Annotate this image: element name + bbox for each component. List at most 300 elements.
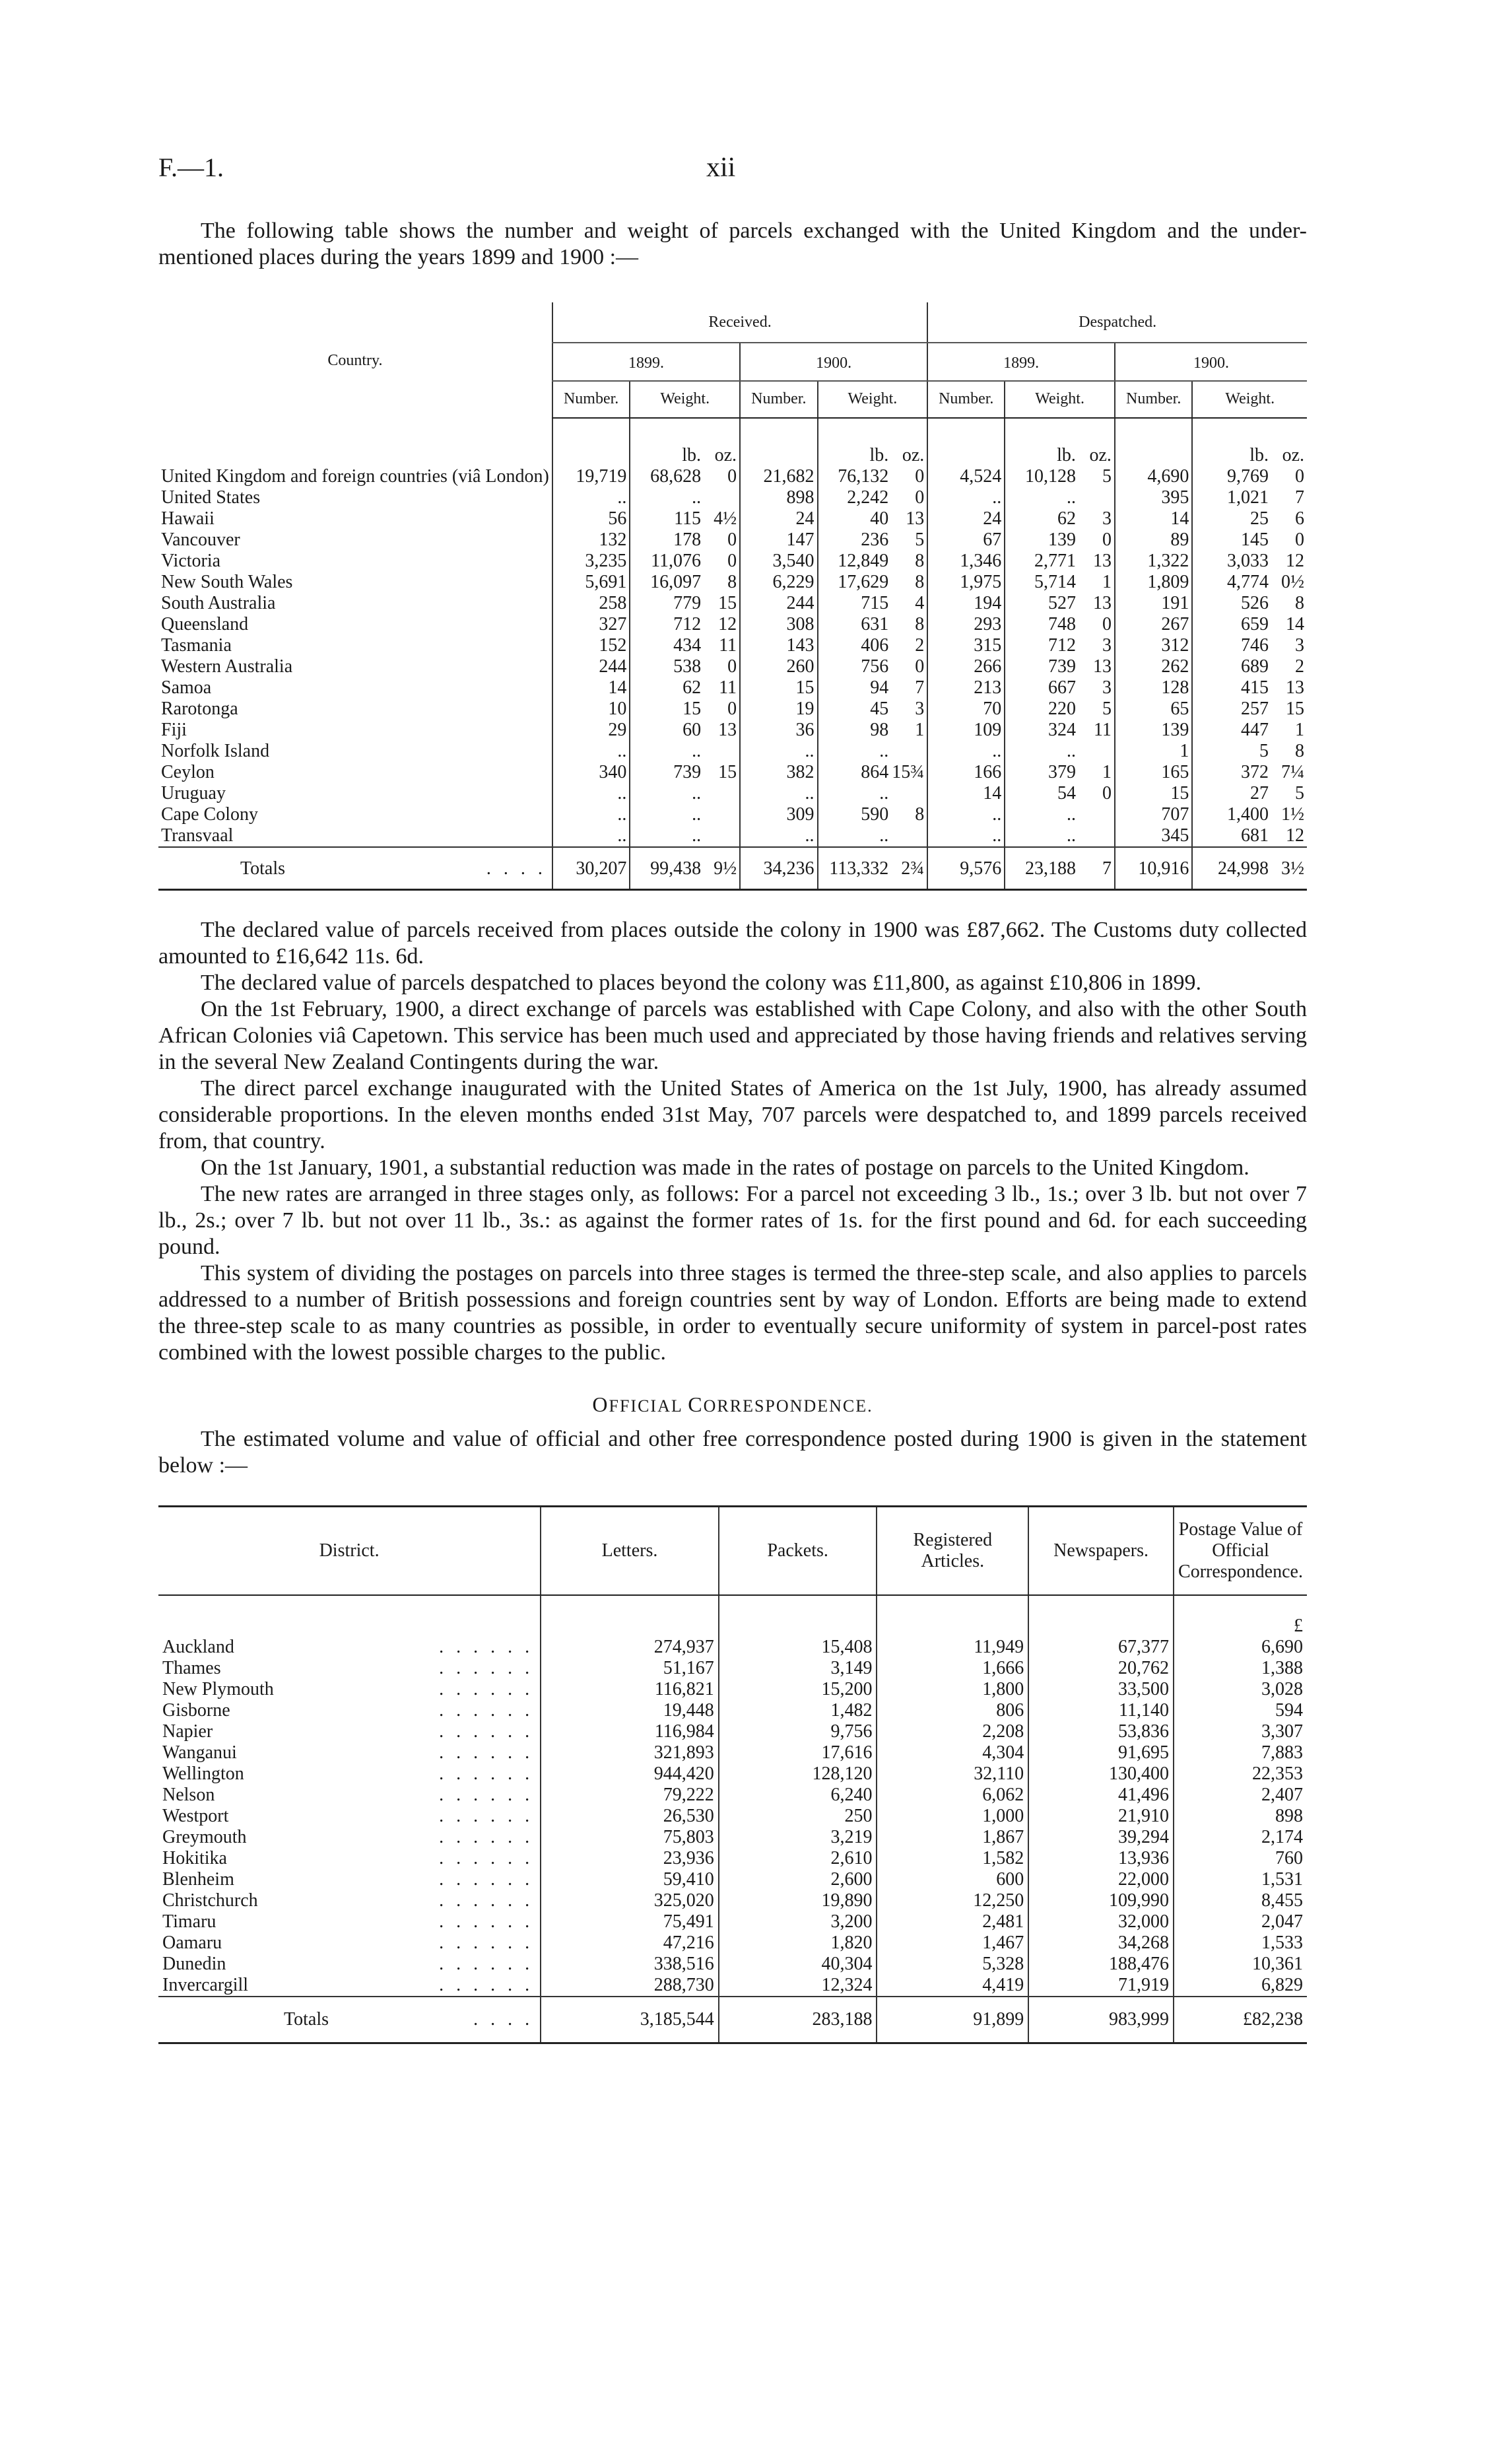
- paragraph: On the 1st February, 1900, a direct exchange of parcels was established with Cape Colony, and also with the other South African Colonies viâ Capetown. This service has been much used and appreciated by those having friends and relatives serving in the several New Zealand Contingents during the war.: [158, 997, 1307, 1074]
- number-cell: ..: [740, 825, 817, 847]
- country-cell: [158, 487, 552, 508]
- despatched-1900-header: 1900.: [1115, 343, 1307, 381]
- weight-lb: ..: [692, 783, 702, 804]
- weight-header: Weight.: [630, 381, 740, 418]
- number-cell: 10: [552, 699, 630, 720]
- weight-cell: [630, 614, 740, 635]
- number-cell: 147: [740, 530, 817, 551]
- number-cell: 56: [552, 508, 630, 530]
- table-row: [158, 1890, 1307, 1911]
- table-row: [158, 699, 1307, 720]
- table-row: [158, 1954, 1307, 1975]
- country-name: Hawaii: [161, 508, 215, 529]
- weight-oz: 13: [1092, 593, 1112, 613]
- official-correspondence-table: [158, 1505, 1307, 2044]
- weight-lb: 739: [673, 762, 702, 782]
- table-row: [158, 508, 1307, 530]
- weight-oz: 5: [1102, 699, 1112, 719]
- table-row: [158, 1933, 1307, 1954]
- weight-lb: 145: [1241, 530, 1269, 550]
- number-cell: 312: [1115, 635, 1192, 656]
- weight-lb: 1,021: [1227, 487, 1269, 508]
- value-cell: 39,294: [1028, 1827, 1174, 1848]
- lb-unit: lb.: [869, 445, 889, 465]
- weight-oz: 15: [1286, 699, 1304, 719]
- number-cell: 9,576: [927, 847, 1005, 890]
- number-cell: 340: [552, 762, 630, 783]
- weight-lb: 324: [1048, 720, 1076, 740]
- number-cell: 14: [1115, 508, 1192, 530]
- weight-oz: 15¾: [892, 762, 925, 782]
- weight-lb: 538: [673, 656, 702, 677]
- weight-lb: 27: [1250, 783, 1269, 804]
- country-name: Uruguay: [161, 783, 226, 804]
- number-cell: 898: [740, 487, 817, 508]
- weight-oz: 3: [1102, 508, 1112, 529]
- weight-cell: [1192, 614, 1307, 635]
- weight-oz: 8: [915, 614, 925, 634]
- number-cell: 15: [1115, 783, 1192, 804]
- number-header: Number.: [740, 381, 817, 418]
- number-cell: 89: [1115, 530, 1192, 551]
- table-row: [158, 1785, 1307, 1806]
- number-header: Number.: [927, 381, 1005, 418]
- value-cell: 40,304: [719, 1954, 877, 1975]
- value-cell: 13,936: [1028, 1848, 1174, 1869]
- weight-lb: 68,628: [650, 466, 702, 487]
- weight-lb: ..: [692, 804, 702, 825]
- weight-lb: 748: [1048, 614, 1076, 634]
- district-cell: [158, 1827, 541, 1848]
- country-name: South Australia: [161, 593, 276, 613]
- weight-oz: 1: [1102, 762, 1112, 782]
- lb-unit: lb.: [1057, 445, 1076, 465]
- received-1900-header: 1900.: [740, 343, 927, 381]
- weight-lb: 4,774: [1227, 572, 1269, 592]
- leader-dots: . . . . . .: [439, 1679, 534, 1699]
- country-cell: [158, 614, 552, 635]
- weight-lb: 10,128: [1024, 466, 1076, 487]
- table-row: [158, 741, 1307, 762]
- table-row: [158, 720, 1307, 741]
- weight-cell: [630, 530, 740, 551]
- number-cell: 5,691: [552, 572, 630, 593]
- country-name: Norfolk Island: [161, 741, 270, 761]
- weight-header: Weight.: [1192, 381, 1307, 418]
- value-cell: 3,149: [719, 1658, 877, 1679]
- value-cell: 11,140: [1028, 1700, 1174, 1721]
- number-cell: ..: [552, 487, 630, 508]
- table-row: [158, 466, 1307, 487]
- weight-lb: 715: [861, 593, 889, 613]
- registered-header: Registered Articles.: [877, 1507, 1028, 1596]
- value-cell: 11,949: [877, 1637, 1028, 1658]
- value-cell: 91,695: [1028, 1742, 1174, 1763]
- leader-dots: . . . . . .: [439, 1763, 534, 1784]
- number-cell: 14: [552, 677, 630, 699]
- paragraph: The declared value of parcels despatched to places beyond the colony was £11,800, as against £10,806 in 1899.: [201, 971, 1202, 995]
- value-cell: 15,200: [719, 1679, 877, 1700]
- weight-oz: 14: [1286, 614, 1304, 634]
- district-cell: [158, 1933, 541, 1954]
- number-cell: 1,346: [927, 551, 1005, 572]
- table-row: [158, 487, 1307, 508]
- value-cell: 9,756: [719, 1721, 877, 1742]
- weight-header: Weight.: [818, 381, 928, 418]
- number-header: Number.: [552, 381, 630, 418]
- number-cell: 19: [740, 699, 817, 720]
- weight-lb: 54: [1057, 783, 1076, 804]
- weight-cell: [1192, 699, 1307, 720]
- value-cell: 2,407: [1174, 1785, 1307, 1806]
- value-cell: 6,690: [1174, 1637, 1307, 1658]
- value-cell: 983,999: [1028, 1997, 1174, 2043]
- value-cell: 1,666: [877, 1658, 1028, 1679]
- weight-cell: [1005, 614, 1115, 635]
- country-name: Ceylon: [161, 762, 215, 782]
- weight-cell: [818, 572, 928, 593]
- value-cell: 12,250: [877, 1890, 1028, 1911]
- value-cell: 3,219: [719, 1827, 877, 1848]
- weight-lb: 712: [1048, 635, 1076, 656]
- units-row: [158, 418, 1307, 466]
- weight-oz: 0: [915, 466, 925, 487]
- weight-cell: [1005, 783, 1115, 804]
- received-1899-header: 1899.: [552, 343, 740, 381]
- country-cell: [158, 825, 552, 847]
- weight-lb: 681: [1241, 825, 1269, 846]
- weight-cell: [1192, 656, 1307, 677]
- weight-oz: 13: [906, 508, 925, 529]
- weight-cell: [1005, 466, 1115, 487]
- weight-oz: 7: [1102, 858, 1112, 879]
- weight-oz: 0: [915, 487, 925, 508]
- paragraph: On the 1st January, 1901, a substantial reduction was made in the rates of postage on parcels to the United Kingdom.: [201, 1155, 1249, 1180]
- district-name: Hokitika: [162, 1848, 227, 1868]
- value-cell: 79,222: [541, 1785, 719, 1806]
- weight-cell: [630, 593, 740, 614]
- report-reference: F.—1.: [158, 153, 224, 182]
- table-row: [158, 1848, 1307, 1869]
- weight-cell: [1005, 699, 1115, 720]
- parcels-table: [158, 302, 1307, 891]
- value-cell: 188,476: [1028, 1954, 1174, 1975]
- country-name: Vancouver: [161, 530, 240, 550]
- district-cell: [158, 1763, 541, 1785]
- district-name: Nelson: [162, 1785, 215, 1805]
- table-row: [158, 635, 1307, 656]
- country-header: Country.: [327, 351, 383, 369]
- leader-dots: . . . . . .: [439, 1954, 534, 1974]
- district-name: New Plymouth: [162, 1679, 274, 1699]
- number-cell: 4,690: [1115, 466, 1192, 487]
- number-cell: ..: [552, 804, 630, 825]
- leader-dots: . . . . . .: [439, 1785, 534, 1805]
- weight-cell: [818, 825, 928, 847]
- leader-dots: . . . . . .: [439, 1721, 534, 1742]
- district-name: Napier: [162, 1721, 213, 1742]
- weight-oz: 13: [1286, 677, 1304, 698]
- weight-cell: [1192, 593, 1307, 614]
- district-name: Greymouth: [162, 1827, 247, 1847]
- value-cell: 51,167: [541, 1658, 719, 1679]
- number-cell: 109: [927, 720, 1005, 741]
- country-name: Transvaal: [161, 825, 234, 846]
- oz-unit: oz.: [1282, 445, 1304, 465]
- number-cell: 327: [552, 614, 630, 635]
- oz-unit: oz.: [902, 445, 925, 465]
- number-cell: 3,540: [740, 551, 817, 572]
- number-cell: ..: [927, 741, 1005, 762]
- country-name: Queensland: [161, 614, 249, 634]
- heading-text: FFICIAL: [609, 1396, 688, 1416]
- value-cell: 1,582: [877, 1848, 1028, 1869]
- country-name: United Kingdom and foreign countries (viâ London): [161, 466, 549, 487]
- district-cell: [158, 1869, 541, 1890]
- number-cell: ..: [927, 804, 1005, 825]
- table-row: [158, 530, 1307, 551]
- weight-oz: 3: [1295, 635, 1304, 656]
- number-cell: ..: [740, 783, 817, 804]
- number-cell: 67: [927, 530, 1005, 551]
- weight-lb: ..: [879, 783, 889, 804]
- currency-unit: £: [1174, 1595, 1307, 1637]
- official-table-body: [158, 1595, 1307, 2043]
- paragraph: The direct parcel exchange inaugurated with the United States of America on the 1st July, 1900, has already assumed considerable proportions. In the eleven months ended 31st May, 707 parcels were despatched to, and 1899 parcels received from, that country.: [158, 1076, 1307, 1153]
- country-cell: [158, 593, 552, 614]
- parcels-table-body: [158, 418, 1307, 890]
- table-row: [158, 1806, 1307, 1827]
- number-cell: 1,975: [927, 572, 1005, 593]
- value-cell: 288,730: [541, 1975, 719, 1997]
- heading-initial: C: [688, 1392, 704, 1416]
- weight-cell: [818, 593, 928, 614]
- weight-lb: 25: [1250, 508, 1269, 529]
- leader-dots: . . . . . .: [439, 1806, 534, 1826]
- weight-cell: [1192, 825, 1307, 847]
- value-cell: 594: [1174, 1700, 1307, 1721]
- number-cell: 3,235: [552, 551, 630, 572]
- weight-oz: 0: [727, 551, 737, 571]
- weight-lb: 17,629: [838, 572, 889, 592]
- weight-cell: [630, 656, 740, 677]
- number-cell: 36: [740, 720, 817, 741]
- country-name: Cape Colony: [161, 804, 258, 825]
- weight-lb: 236: [861, 530, 889, 550]
- value-cell: 3,028: [1174, 1679, 1307, 1700]
- weight-cell: [818, 614, 928, 635]
- number-cell: ..: [927, 825, 1005, 847]
- despatched-header: Despatched.: [927, 302, 1307, 343]
- value-cell: 59,410: [541, 1869, 719, 1890]
- weight-cell: [1005, 593, 1115, 614]
- leader-dots: . . . . . .: [439, 1975, 534, 1995]
- value-cell: 5,328: [877, 1954, 1028, 1975]
- value-cell: 3,200: [719, 1911, 877, 1933]
- value-cell: 6,829: [1174, 1975, 1307, 1997]
- weight-lb: 5: [1259, 741, 1269, 761]
- weight-oz: 13: [1092, 551, 1112, 571]
- value-cell: 6,240: [719, 1785, 877, 1806]
- district-name: Oamaru: [162, 1933, 222, 1953]
- value-cell: 2,047: [1174, 1911, 1307, 1933]
- district-name: Timaru: [162, 1911, 216, 1932]
- weight-cell: [818, 508, 928, 530]
- weight-lb: 178: [673, 530, 702, 550]
- weight-lb: 257: [1241, 699, 1269, 719]
- weight-oz: 3: [915, 699, 925, 719]
- table-row: [158, 804, 1307, 825]
- number-cell: 244: [740, 593, 817, 614]
- weight-cell: [630, 466, 740, 487]
- weight-cell: [1005, 487, 1115, 508]
- district-cell: [158, 1721, 541, 1742]
- value-cell: 1,867: [877, 1827, 1028, 1848]
- weight-lb: 94: [870, 677, 889, 698]
- number-cell: ..: [552, 783, 630, 804]
- weight-lb: 779: [673, 593, 702, 613]
- totals-row: [158, 1997, 1307, 2043]
- number-cell: 258: [552, 593, 630, 614]
- value-cell: 19,448: [541, 1700, 719, 1721]
- weight-cell: [1192, 783, 1307, 804]
- leader-dots: . . . . . .: [439, 1700, 534, 1721]
- weight-lb: 447: [1241, 720, 1269, 740]
- letters-header: Letters.: [541, 1507, 719, 1596]
- weight-oz: 0: [727, 699, 737, 719]
- country-cell: [158, 677, 552, 699]
- district-cell: [158, 1975, 541, 1997]
- value-cell: 20,762: [1028, 1658, 1174, 1679]
- number-cell: 70: [927, 699, 1005, 720]
- weight-lb: ..: [879, 825, 889, 846]
- weight-lb: 40: [870, 508, 889, 529]
- weight-lb: 756: [861, 656, 889, 677]
- parcels-intro: The following table shows the number and weight of parcels exchanged with the United Kingdom and the under-mentioned places during the years 1899 and 1900 :—: [158, 219, 1307, 269]
- country-name: Western Australia: [161, 656, 293, 677]
- value-cell: 1,388: [1174, 1658, 1307, 1679]
- weight-lb: ..: [692, 487, 702, 508]
- weight-cell: [818, 466, 928, 487]
- district-name: Westport: [162, 1806, 229, 1826]
- number-cell: ..: [552, 741, 630, 762]
- number-cell: ..: [740, 741, 817, 762]
- weight-cell: [818, 762, 928, 783]
- weight-oz: 0: [1102, 530, 1112, 550]
- district-cell: [158, 1954, 541, 1975]
- value-cell: 41,496: [1028, 1785, 1174, 1806]
- weight-cell: [1005, 804, 1115, 825]
- weight-lb: 60: [682, 720, 702, 740]
- district-header: District.: [158, 1507, 541, 1596]
- weight-cell: [630, 825, 740, 847]
- weight-lb: 45: [870, 699, 889, 719]
- weight-oz: 0: [727, 530, 737, 550]
- table-row: [158, 593, 1307, 614]
- weight-lb: 746: [1241, 635, 1269, 656]
- value-cell: 7,883: [1174, 1742, 1307, 1763]
- country-cell: [158, 762, 552, 783]
- weight-cell: [1192, 847, 1307, 890]
- value-cell: 128,120: [719, 1763, 877, 1785]
- lb-unit: lb.: [1249, 445, 1269, 465]
- value-cell: 1,531: [1174, 1869, 1307, 1890]
- weight-oz: 12: [1286, 825, 1304, 846]
- weight-oz: 12: [718, 614, 737, 634]
- value-cell: 19,890: [719, 1890, 877, 1911]
- district-cell: [158, 1848, 541, 1869]
- value-cell: 283,188: [719, 1997, 877, 2043]
- weight-cell: [1005, 572, 1115, 593]
- number-cell: 24: [740, 508, 817, 530]
- leader-dots: . . . . . .: [439, 1890, 534, 1911]
- weight-cell: [818, 699, 928, 720]
- weight-lb: 406: [861, 635, 889, 656]
- value-cell: 898: [1174, 1806, 1307, 1827]
- weight-oz: 5: [1102, 466, 1112, 487]
- weight-lb: ..: [692, 741, 702, 761]
- value-cell: 75,491: [541, 1911, 719, 1933]
- weight-oz: 12: [1286, 551, 1304, 571]
- weight-cell: [818, 847, 928, 890]
- district-cell: [158, 1700, 541, 1721]
- heading-initial: O: [592, 1392, 609, 1416]
- value-cell: £82,238: [1174, 1997, 1307, 2043]
- number-cell: 315: [927, 635, 1005, 656]
- weight-oz: 8: [1295, 741, 1304, 761]
- weight-lb: 5,714: [1034, 572, 1076, 592]
- district-name: Totals: [284, 2009, 329, 2030]
- heading-text: ORRESPONDENCE.: [703, 1396, 873, 1416]
- weight-oz: 7: [915, 677, 925, 698]
- value-cell: 12,324: [719, 1975, 877, 1997]
- weight-oz: 8: [915, 551, 925, 571]
- country-cell: [158, 508, 552, 530]
- district-name: Wanganui: [162, 1742, 237, 1763]
- value-cell: 47,216: [541, 1933, 719, 1954]
- value-cell: 130,400: [1028, 1763, 1174, 1785]
- weight-oz: 6: [1295, 508, 1304, 529]
- country-cell: [158, 847, 552, 890]
- table-row: [158, 1975, 1307, 1997]
- number-cell: ..: [552, 825, 630, 847]
- number-cell: 382: [740, 762, 817, 783]
- weight-oz: 5: [915, 530, 925, 550]
- table-row: [158, 1721, 1307, 1742]
- value-cell: 3,185,544: [541, 1997, 719, 2043]
- weight-oz: 2: [1295, 656, 1304, 677]
- value-cell: 1,467: [877, 1933, 1028, 1954]
- weight-cell: [1005, 847, 1115, 890]
- country-cell: [158, 804, 552, 825]
- weight-lb: 16,097: [650, 572, 702, 592]
- weight-lb: ..: [1066, 741, 1076, 761]
- number-cell: 213: [927, 677, 1005, 699]
- weight-cell: [1192, 635, 1307, 656]
- country-cell: [158, 635, 552, 656]
- leader-dots: . . . . . .: [439, 1827, 534, 1847]
- number-cell: 244: [552, 656, 630, 677]
- weight-lb: 527: [1048, 593, 1076, 613]
- number-cell: 194: [927, 593, 1005, 614]
- weight-lb: ..: [1066, 825, 1076, 846]
- value-cell: 760: [1174, 1848, 1307, 1869]
- number-cell: 267: [1115, 614, 1192, 635]
- leader-dots: . . . . . .: [439, 1658, 534, 1678]
- weight-cell: [818, 487, 928, 508]
- weight-lb: 2,242: [847, 487, 889, 508]
- number-cell: 266: [927, 656, 1005, 677]
